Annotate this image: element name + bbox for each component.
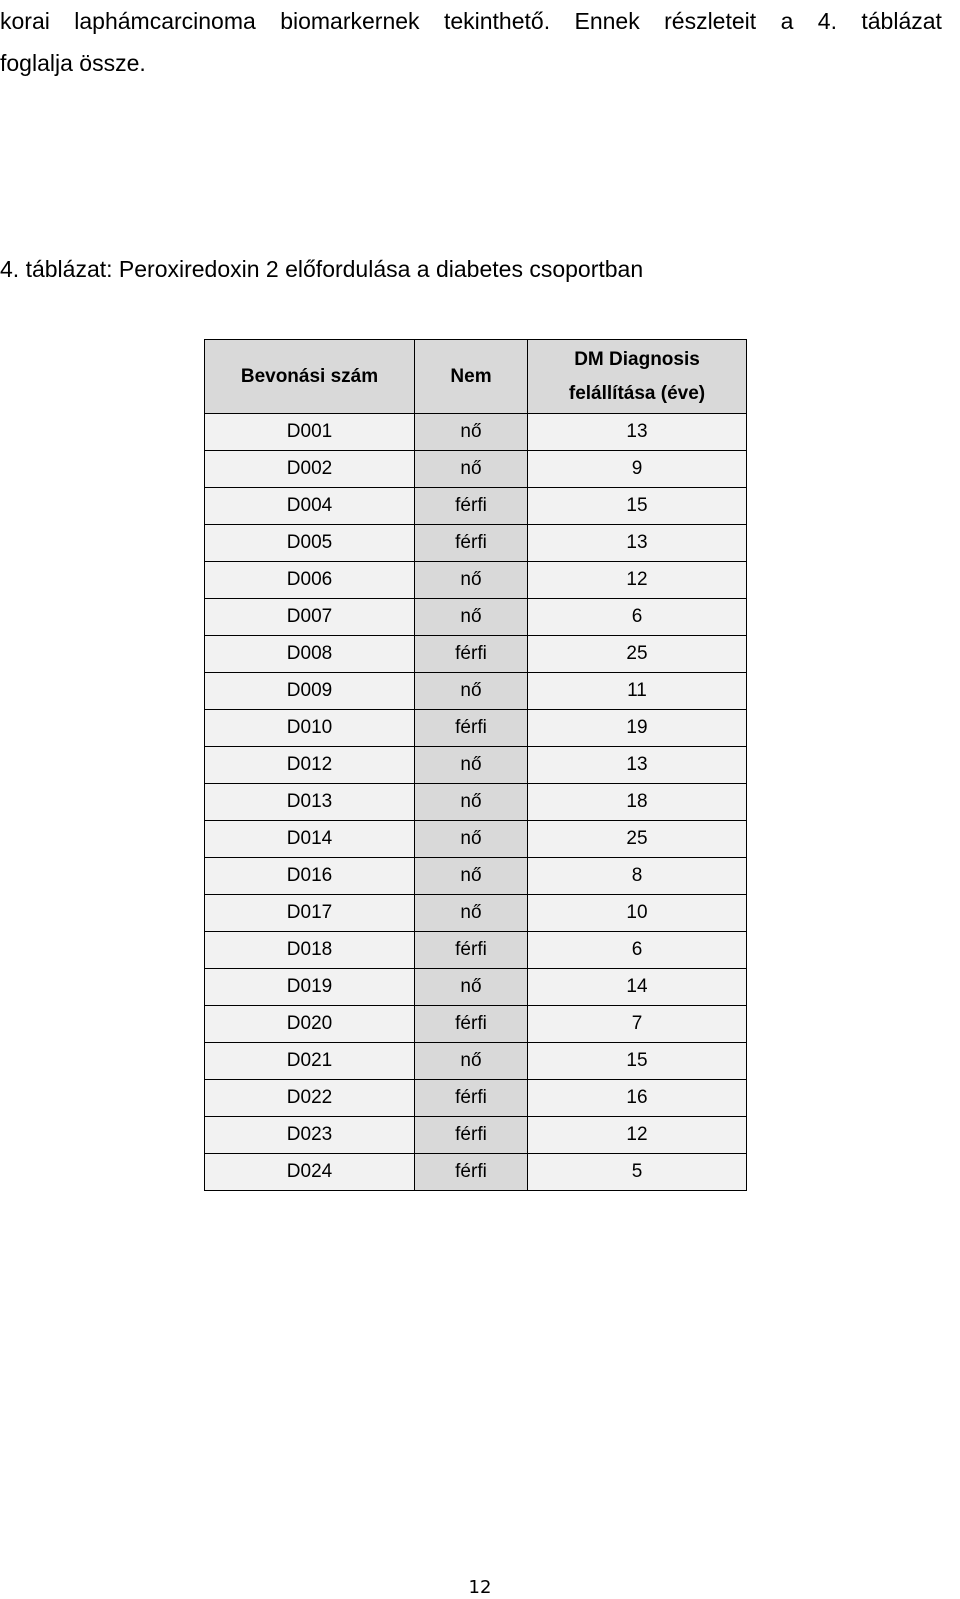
cell-dm-diagnosis-years: 14 xyxy=(528,969,747,1006)
cell-sex: nő xyxy=(415,747,528,784)
cell-dm-diagnosis-years: 10 xyxy=(528,895,747,932)
cell-sex: nő xyxy=(415,969,528,1006)
intro-word: a xyxy=(780,8,794,34)
table-row xyxy=(205,599,747,636)
cell-sex: férfi xyxy=(415,1117,528,1154)
cell-dm-diagnosis-years: 9 xyxy=(528,451,747,488)
cell-dm-diagnosis-years: 13 xyxy=(528,525,747,562)
intro-line-2: foglalja össze. xyxy=(0,50,146,76)
cell-sex: férfi xyxy=(415,1080,528,1117)
header-sex: Nem xyxy=(415,340,528,414)
header-dm-diagnosis-line-2: felállítása (éve) xyxy=(568,382,706,404)
cell-dm-diagnosis-years: 16 xyxy=(528,1080,747,1117)
cell-sex: nő xyxy=(415,673,528,710)
cell-dm-diagnosis-years: 12 xyxy=(528,562,747,599)
cell-enrollment-number: D010 xyxy=(205,710,415,747)
intro-word: korai xyxy=(0,8,50,34)
cell-sex: nő xyxy=(415,858,528,895)
cell-dm-diagnosis-years: 11 xyxy=(528,673,747,710)
table-row xyxy=(205,414,747,451)
header-dm-diagnosis-line-1: DM Diagnosis xyxy=(574,348,700,370)
table-row xyxy=(205,488,747,525)
cell-dm-diagnosis-years: 5 xyxy=(528,1154,747,1191)
table-row xyxy=(205,562,747,599)
cell-enrollment-number: D012 xyxy=(205,747,415,784)
table-body xyxy=(205,414,747,1191)
intro-word: részleteit xyxy=(664,8,757,34)
cell-enrollment-number: D024 xyxy=(205,1154,415,1191)
cell-sex: férfi xyxy=(415,1006,528,1043)
cell-enrollment-number: D009 xyxy=(205,673,415,710)
table-row xyxy=(205,821,747,858)
cell-dm-diagnosis-years: 6 xyxy=(528,932,747,969)
intro-word: Ennek xyxy=(574,8,640,34)
table-row xyxy=(205,451,747,488)
table-row xyxy=(205,1080,747,1117)
cell-enrollment-number: D008 xyxy=(205,636,415,673)
intro-word: biomarkernek xyxy=(280,8,420,34)
cell-enrollment-number: D006 xyxy=(205,562,415,599)
page-number: 12 xyxy=(468,1577,492,1598)
cell-sex: nő xyxy=(415,784,528,821)
table-row xyxy=(205,895,747,932)
intro-word: 4. xyxy=(817,8,837,34)
cell-enrollment-number: D017 xyxy=(205,895,415,932)
cell-enrollment-number: D014 xyxy=(205,821,415,858)
cell-dm-diagnosis-years: 7 xyxy=(528,1006,747,1043)
table-row xyxy=(205,784,747,821)
cell-enrollment-number: D013 xyxy=(205,784,415,821)
table-header xyxy=(205,340,747,414)
header-enrollment-number: Bevonási szám xyxy=(205,340,415,414)
intro-word: táblázat xyxy=(861,8,942,34)
cell-dm-diagnosis-years: 13 xyxy=(528,747,747,784)
table-row xyxy=(205,710,747,747)
table-row xyxy=(205,673,747,710)
table-row xyxy=(205,1117,747,1154)
diabetes-group-table xyxy=(204,339,747,1191)
table-row xyxy=(205,969,747,1006)
table-row xyxy=(205,1043,747,1080)
header-dm-diagnosis-years xyxy=(528,340,747,414)
table-row xyxy=(205,1154,747,1191)
cell-enrollment-number: D019 xyxy=(205,969,415,1006)
table-row xyxy=(205,858,747,895)
cell-sex: nő xyxy=(415,562,528,599)
cell-sex: férfi xyxy=(415,525,528,562)
cell-dm-diagnosis-years: 15 xyxy=(528,488,747,525)
cell-enrollment-number: D018 xyxy=(205,932,415,969)
cell-dm-diagnosis-years: 18 xyxy=(528,784,747,821)
cell-sex: férfi xyxy=(415,932,528,969)
cell-sex: férfi xyxy=(415,1154,528,1191)
cell-dm-diagnosis-years: 13 xyxy=(528,414,747,451)
cell-enrollment-number: D002 xyxy=(205,451,415,488)
intro-word: tekinthető. xyxy=(443,8,551,34)
table-caption: 4. táblázat: Peroxiredoxin 2 előfordulása a diabetes csoportban xyxy=(0,256,644,282)
intro-paragraph xyxy=(0,0,942,84)
cell-enrollment-number: D022 xyxy=(205,1080,415,1117)
cell-sex: nő xyxy=(415,1043,528,1080)
cell-enrollment-number: D023 xyxy=(205,1117,415,1154)
table-row xyxy=(205,932,747,969)
cell-dm-diagnosis-years: 19 xyxy=(528,710,747,747)
table-row xyxy=(205,747,747,784)
intro-line-1 xyxy=(0,0,942,42)
cell-enrollment-number: D020 xyxy=(205,1006,415,1043)
cell-sex: nő xyxy=(415,599,528,636)
cell-sex: nő xyxy=(415,451,528,488)
cell-dm-diagnosis-years: 25 xyxy=(528,636,747,673)
cell-sex: nő xyxy=(415,895,528,932)
table-row xyxy=(205,525,747,562)
cell-dm-diagnosis-years: 12 xyxy=(528,1117,747,1154)
table-row xyxy=(205,636,747,673)
cell-enrollment-number: D007 xyxy=(205,599,415,636)
cell-sex: férfi xyxy=(415,636,528,673)
cell-dm-diagnosis-years: 8 xyxy=(528,858,747,895)
header-row xyxy=(205,340,747,414)
cell-sex: nő xyxy=(415,821,528,858)
cell-sex: férfi xyxy=(415,488,528,525)
cell-enrollment-number: D016 xyxy=(205,858,415,895)
cell-dm-diagnosis-years: 15 xyxy=(528,1043,747,1080)
cell-enrollment-number: D021 xyxy=(205,1043,415,1080)
cell-sex: nő xyxy=(415,414,528,451)
cell-enrollment-number: D004 xyxy=(205,488,415,525)
cell-sex: férfi xyxy=(415,710,528,747)
table-row xyxy=(205,1006,747,1043)
cell-enrollment-number: D001 xyxy=(205,414,415,451)
cell-dm-diagnosis-years: 25 xyxy=(528,821,747,858)
cell-dm-diagnosis-years: 6 xyxy=(528,599,747,636)
intro-word: laphámcarcinoma xyxy=(74,8,256,34)
cell-enrollment-number: D005 xyxy=(205,525,415,562)
